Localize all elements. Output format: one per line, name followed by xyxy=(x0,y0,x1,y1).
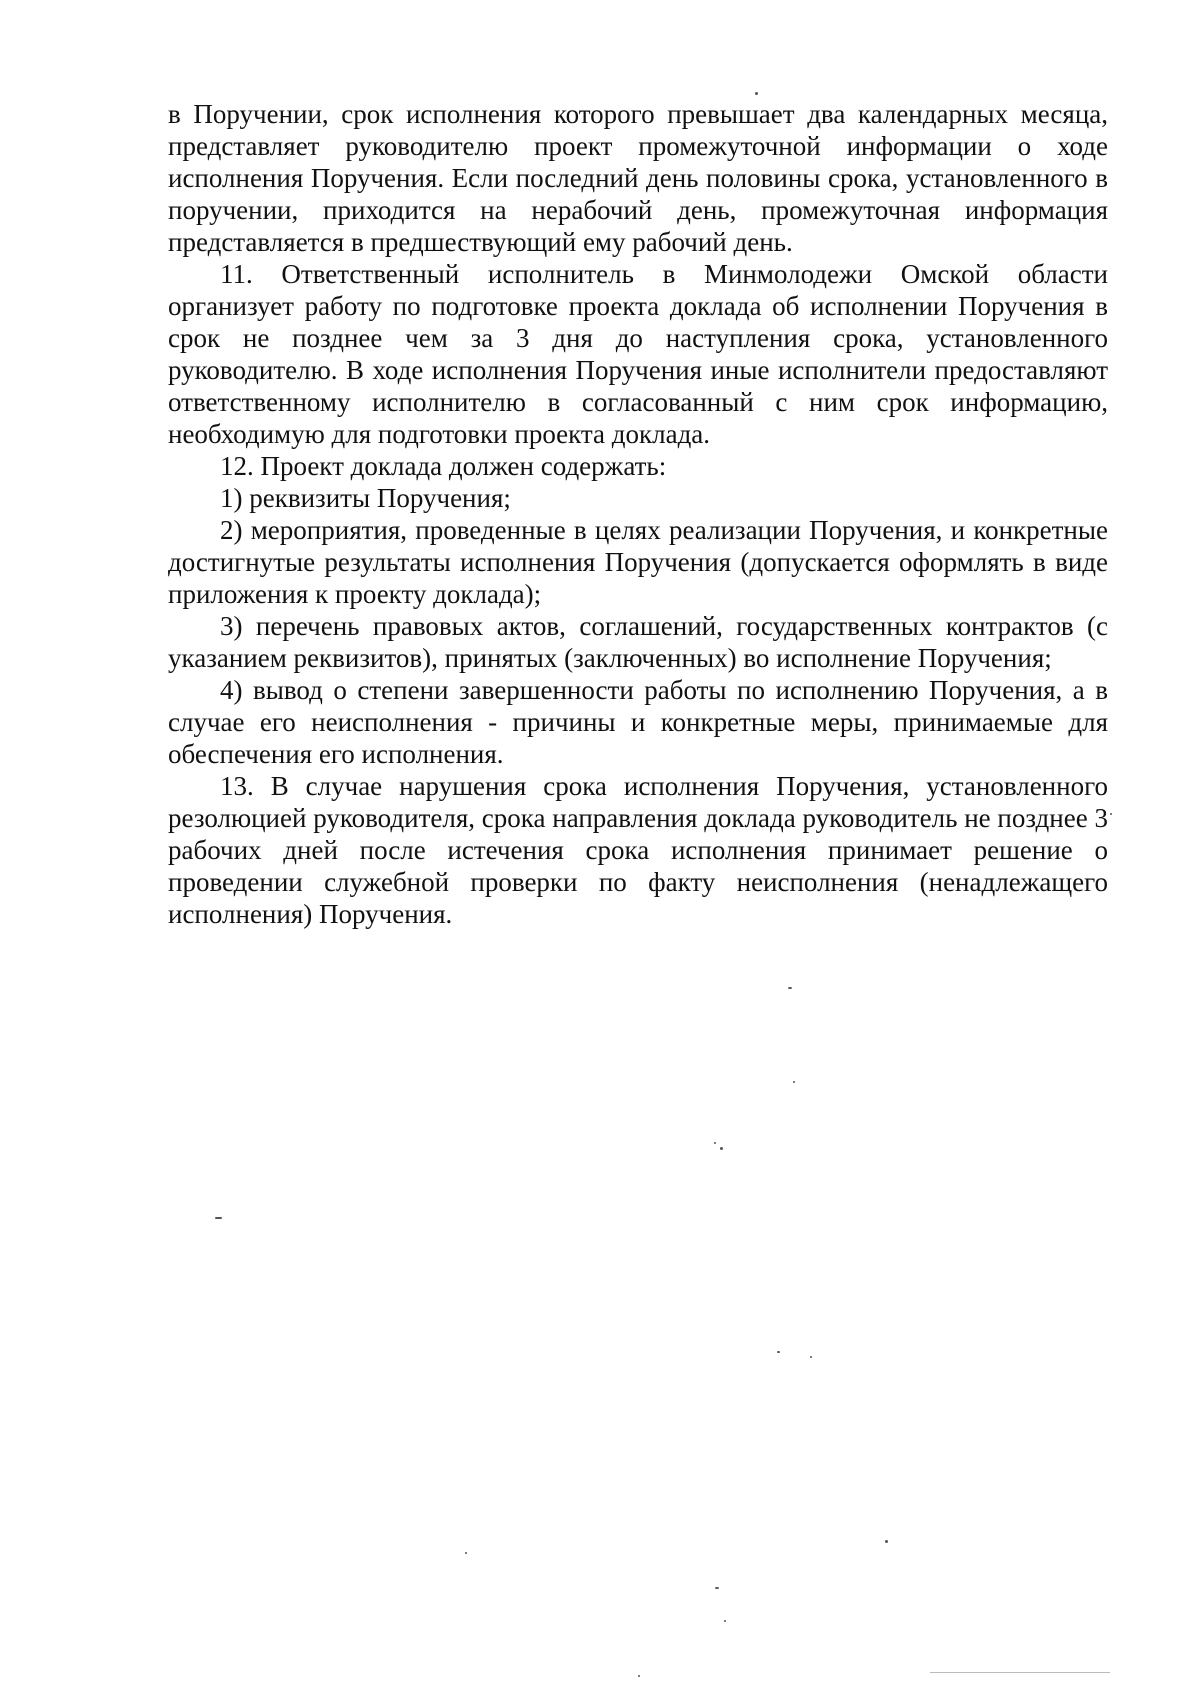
scan-speck xyxy=(777,1351,780,1353)
scan-speck xyxy=(885,1540,888,1543)
list-item-2: 2) мероприятия, проведенные в целях реализации Поручения, и конкретные достигнутые результаты исполнения Поручения (допускается оформлять в виде приложения к проекту доклада); xyxy=(168,515,1108,609)
list-item-3: 3) перечень правовых актов, соглашений, государственных контрактов (с указанием реквизитов), принятых (заключенных) во исполнение Поручения; xyxy=(168,611,1108,673)
paragraph-11: 11. Ответственный исполнитель в Минмолодежи Омской области организует работу по подготовке проекта доклада об исполнении Поручения в срок не позднее чем за 3 дня до наступления срока, установленного руководителю. В ходе исполнения Поручения иные исполнители предоставляют ответственному исполнителю в согласованный с ним срок информацию, необходимую для подготовки проекта доклада. xyxy=(168,259,1108,449)
scan-speck xyxy=(714,1142,716,1144)
scan-speck xyxy=(724,1620,726,1622)
document-body xyxy=(168,98,1108,930)
paragraph-13: 13. В случае нарушения срока исполнения Поручения, установленного резолюцией руководителя, срока направления доклада руководитель не позднее 3 рабочих дней после истечения срока исполнения принимает решение о проведении служебной проверки по факту неисполнения (ненадлежащего исполнения) Поручения. xyxy=(168,771,1108,929)
scan-speck xyxy=(715,1587,719,1589)
scan-speck xyxy=(793,1081,795,1083)
scan-speck xyxy=(1110,813,1112,815)
scan-speck xyxy=(720,1147,723,1150)
scan-speck xyxy=(465,1552,467,1554)
scan-speck xyxy=(755,92,758,95)
scan-speck xyxy=(810,1356,812,1358)
list-item-1: 1) реквизиты Поручения; xyxy=(220,483,511,513)
scan-speck xyxy=(638,1675,640,1677)
scan-speck xyxy=(930,1672,1110,1673)
scan-speck xyxy=(215,1217,222,1219)
paragraph-continuation: в Поручении, срок исполнения которого превышает два календарных месяца, представляет руководителю проект промежуточной информации о ходе исполнения Поручения. Если последний день половины срока, установленного в поручении, приходится на нерабочий день, промежуточная информация представляется в предшествующий ему рабочий день. xyxy=(168,99,1108,257)
paragraph-12: 12. Проект доклада должен содержать: xyxy=(220,451,667,481)
scan-speck xyxy=(788,987,792,989)
list-item-4: 4) вывод о степени завершенности работы по исполнению Поручения, а в случае его неисполнения - причины и конкретные меры, принимаемые для обеспечения его исполнения. xyxy=(168,675,1108,769)
